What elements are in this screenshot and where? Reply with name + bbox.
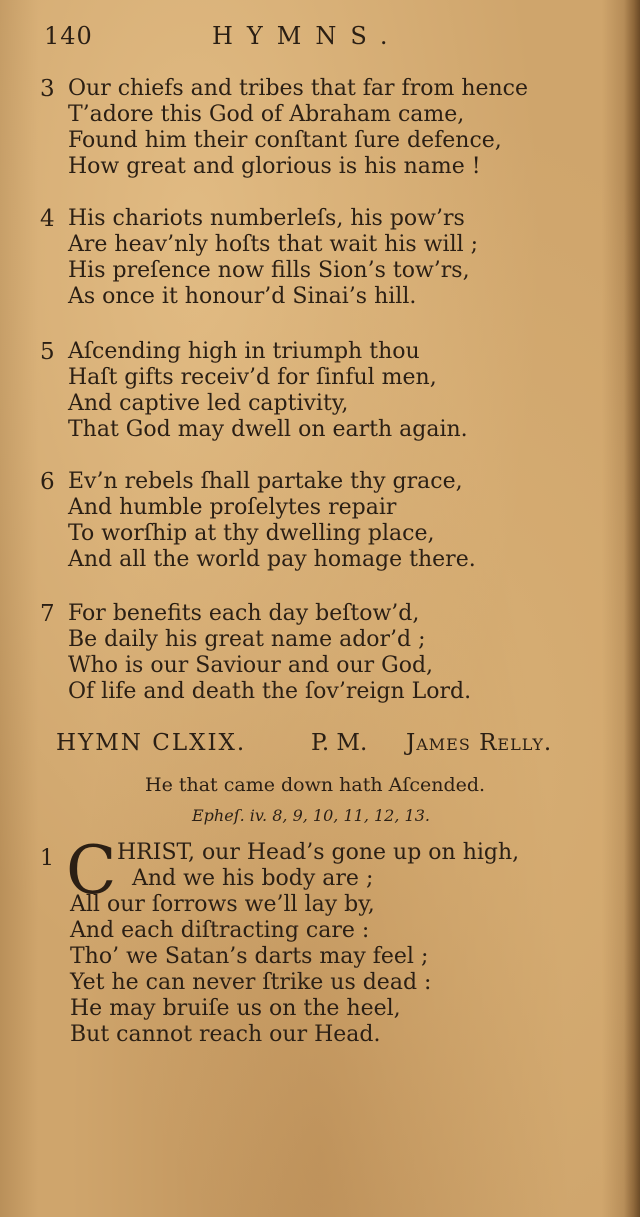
verse-line: And we his body are ; xyxy=(132,866,374,891)
verse-line: Our chiefs and tribes that far from hence xyxy=(68,76,529,101)
stanza-number: 4 xyxy=(40,206,55,232)
verse-line: Of life and death the ſov’reign Lord. xyxy=(68,679,472,704)
stanza xyxy=(40,339,620,449)
verse-line: And humble proſelytes repair xyxy=(68,495,397,520)
verse-line: Found him their conſtant ſure defence, xyxy=(68,128,502,153)
verse-line: HRIST, our Head’s gone up on high, xyxy=(117,840,520,865)
hymn-heading xyxy=(56,730,616,762)
verse-line: And each diſtracting care : xyxy=(70,918,370,943)
stanza xyxy=(40,469,620,579)
stanza xyxy=(40,76,620,186)
verse-line: Tho’ we Satan’s darts may feel ; xyxy=(70,944,429,969)
verse-line: As once it honour’d Sinai’s hill. xyxy=(68,284,417,309)
verse-line: His preſence now fills Sion’s tow’rs, xyxy=(68,258,470,283)
stanza-number: 1 xyxy=(40,846,54,871)
stanza xyxy=(40,832,620,1058)
verse-line: To worſhip at thy dwelling place, xyxy=(68,521,435,546)
verse-line: For benefits each day beſtow’d, xyxy=(68,601,420,626)
verse-line: But cannot reach our Head. xyxy=(70,1022,381,1047)
verse-line: He may bruiſe us on the heel, xyxy=(70,996,401,1021)
stanza-number: 5 xyxy=(40,339,55,365)
verse-line: That God may dwell on earth again. xyxy=(68,417,468,442)
stanza-number: 3 xyxy=(40,76,55,102)
stanza-number: 7 xyxy=(40,601,55,627)
verse-line: How great and glorious is his name ! xyxy=(68,154,481,179)
hymn-meter: P. M. xyxy=(311,730,368,756)
stanza-number: 6 xyxy=(40,469,55,495)
page-header xyxy=(44,22,444,54)
hymn-subtitle: He that came down hath Aſcended. xyxy=(145,774,486,796)
running-title: HYMNS. xyxy=(212,22,402,50)
page-number: 140 xyxy=(44,22,93,50)
verse-line: Ev’n rebels ſhall partake thy grace, xyxy=(68,469,463,494)
page-edge-shadow xyxy=(624,0,640,1217)
scripture-reference: Epheſ. iv. 8, 9, 10, 11, 12, 13. xyxy=(192,806,430,825)
stanza xyxy=(40,601,620,711)
drop-cap: C xyxy=(66,832,117,909)
hymn-author: James Relly. xyxy=(406,730,553,756)
verse-line: Are heav’nly hoſts that wait his will ; xyxy=(68,232,479,257)
verse-line: All our ſorrows we’ll lay by, xyxy=(70,892,375,917)
stanza xyxy=(40,206,620,316)
verse-line: Yet he can never ſtrike us dead : xyxy=(70,970,432,995)
verse-line: Haſt gifts receiv’d for ſinful men, xyxy=(68,365,437,390)
verse-line: T’adore this God of Abraham came, xyxy=(68,102,465,127)
verse-line: Who is our Saviour and our God, xyxy=(68,653,434,678)
hymn-number: HYMN CLXIX. xyxy=(56,730,247,756)
verse-line: And captive led captivity, xyxy=(68,391,349,416)
verse-line: Aſcending high in triumph thou xyxy=(68,339,420,364)
verse-line: His chariots numberleſs, his pow’rs xyxy=(68,206,465,231)
verse-line: Be daily his great name ador’d ; xyxy=(68,627,426,652)
verse-line: And all the world pay homage there. xyxy=(68,547,476,572)
